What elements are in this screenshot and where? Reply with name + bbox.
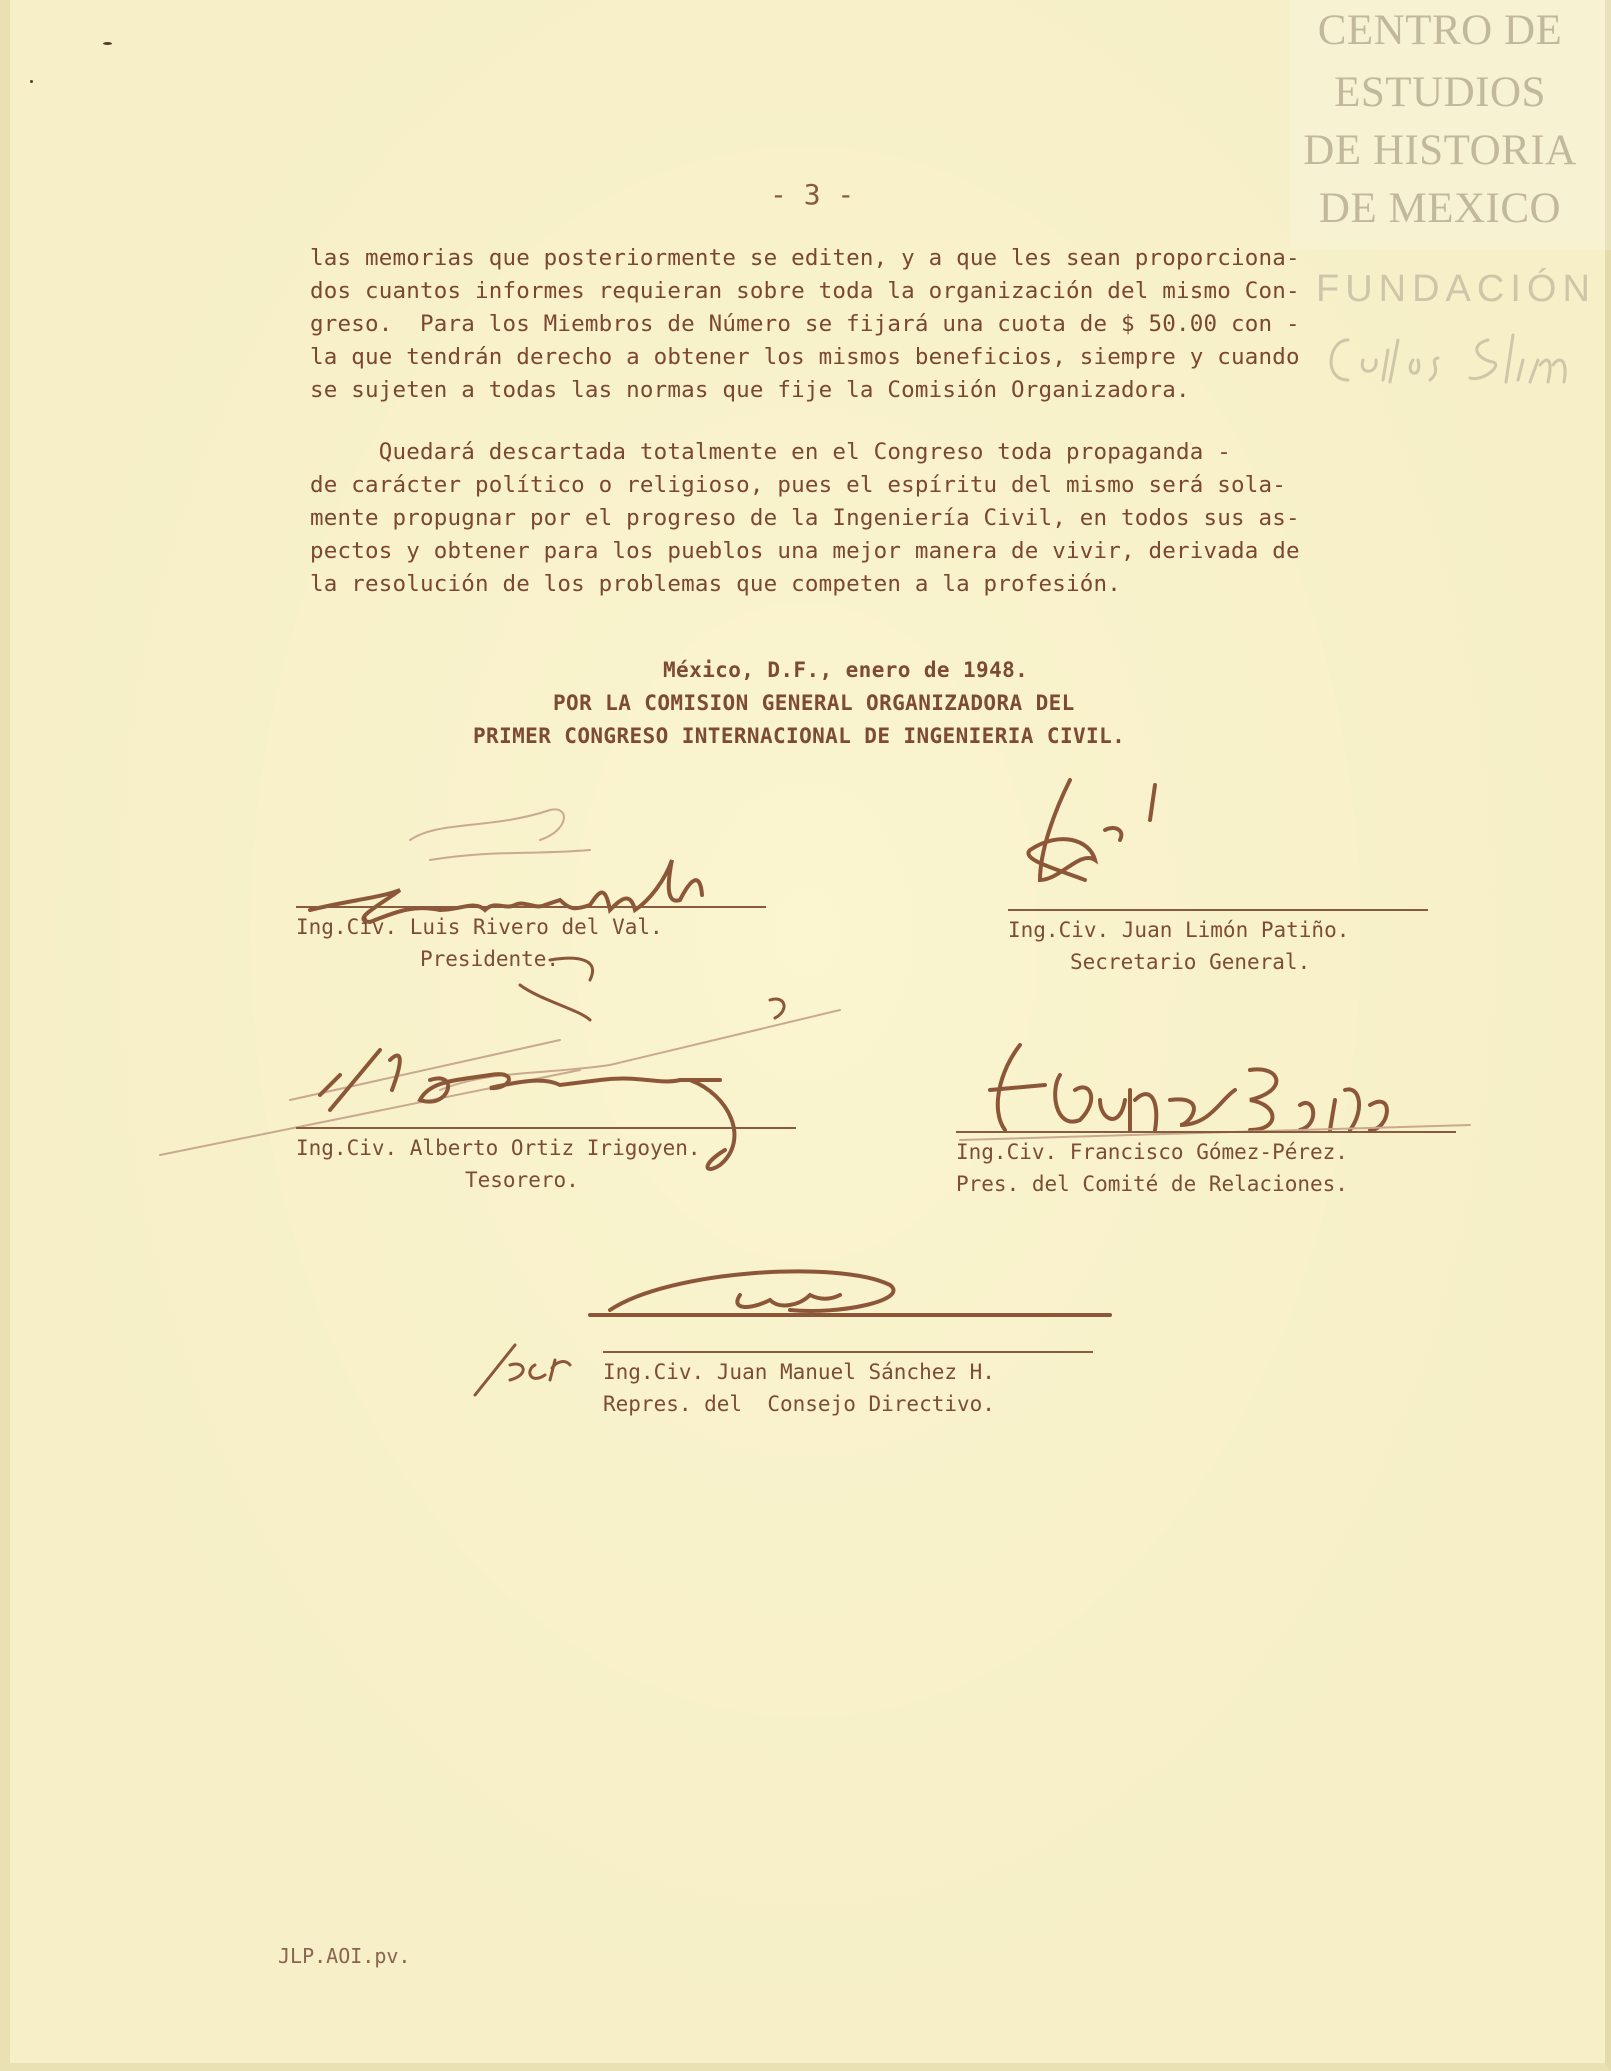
signature-president (290, 760, 850, 980)
council-por-mark (470, 1340, 580, 1400)
secretary-signature-line (1008, 909, 1428, 911)
treasurer-role: Tesorero. (465, 1168, 579, 1192)
relations-signature-line (956, 1131, 1456, 1133)
council-name: Ing.Civ. Juan Manuel Sánchez H. (603, 1360, 995, 1384)
watermark-line: ESTUDIOS (1334, 69, 1546, 116)
watermark-foundation: FUNDACIÓN (1316, 268, 1596, 310)
watermark-line: CENTRO DE (1317, 7, 1563, 54)
watermark-line: DE MEXICO (1318, 185, 1562, 232)
paragraph1-line: dos cuantos informes requieran sobre toda la organización del mismo Con- (310, 278, 1300, 304)
closing-line-1: POR LA COMISION GENERAL ORGANIZADORA DEL (553, 691, 1075, 715)
paragraph1-line: las memorias que posteriormente se editen, y a que les sean proporciona- (310, 245, 1300, 271)
president-name: Ing.Civ. Luis Rivero del Val. (296, 915, 663, 939)
council-role: Repres. del Consejo Directivo. (603, 1392, 995, 1416)
paper-speck (30, 80, 33, 83)
secretary-role: Secretario General. (1070, 950, 1311, 974)
paragraph2-line: Quedará descartada totalmente en el Congreso toda propaganda - (310, 439, 1231, 465)
page-number: - 3 - (770, 178, 855, 211)
treasurer-signature-line (296, 1127, 796, 1129)
signature-council (590, 1240, 1110, 1340)
closing-line-2: PRIMER CONGRESO INTERNACIONAL DE INGENIERIA CIVIL. (473, 724, 1126, 748)
footer-reference: JLP.AOI.pv. (278, 1944, 411, 1968)
paragraph2-line: de carácter político o religioso, pues el espíritu del mismo será sola- (310, 472, 1286, 498)
treasurer-name: Ing.Civ. Alberto Ortiz Irigoyen. (296, 1136, 701, 1160)
paragraph1-line: greso. Para los Miembros de Número se fijará una cuota de $ 50.00 con - (310, 311, 1300, 337)
president-signature-line (296, 906, 766, 908)
paragraph1-line: la que tendrán derecho a obtener los mismos beneficios, siempre y cuando (310, 344, 1300, 370)
paper-speck (103, 42, 112, 45)
president-role: Presidente. (420, 947, 560, 971)
council-signature-line (603, 1351, 1093, 1353)
signature-secretary (1000, 770, 1220, 930)
paragraph2-line: la resolución de los problemas que competen a la profesión. (310, 571, 1122, 597)
paragraph2-line: pectos y obtener para los pueblos una mejor manera de vivir, derivada de (310, 538, 1300, 564)
relations-name: Ing.Civ. Francisco Gómez-Pérez. (956, 1140, 1348, 1164)
watermark-line: DE HISTORIA (1303, 127, 1577, 174)
relations-role: Pres. del Comité de Relaciones. (956, 1172, 1348, 1196)
place-date: México, D.F., enero de 1948. (663, 658, 1029, 682)
paragraph2-line: mente propugnar por el progreso de la Ingeniería Civil, en todos sus as- (310, 505, 1300, 531)
paragraph1-line: se sujeten a todas las normas que fije la Comisión Organizadora. (310, 377, 1190, 403)
secretary-name: Ing.Civ. Juan Limón Patiño. (1008, 918, 1350, 942)
